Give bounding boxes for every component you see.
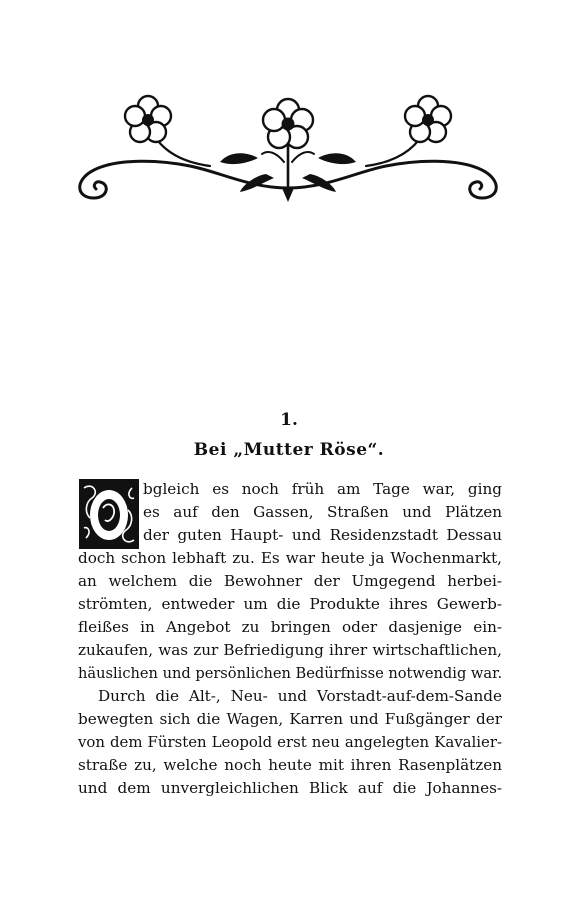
chapter-number: 1. xyxy=(280,410,298,430)
text-line: der guten Haupt- und Residenzstadt Dessau xyxy=(143,526,502,544)
text-line: bgleich es noch früh am Tage war, ging xyxy=(143,480,502,498)
text-line: strömten, entweder um die Produkte ihres Gewerb- xyxy=(78,595,502,613)
text-line: von dem Fürsten Leopold erst neu angelegten Kavalier- xyxy=(78,733,502,751)
text-line: straße zu, welche noch heute mit ihren Rasenplätzen xyxy=(78,756,502,774)
text-line: bewegten sich die Wagen, Karren und Fußgänger der xyxy=(78,710,502,728)
floral-vignette-icon xyxy=(70,92,506,204)
text-line: doch schon lebhaft zu. Es war heute ja Wochenmarkt, xyxy=(78,549,502,567)
text-line: zukaufen, was zur Befriedigung ihrer wirtschaftlichen, xyxy=(78,641,502,659)
text-line: fleißes in Angebot zu bringen oder dasjenige ein- xyxy=(78,618,502,636)
text-line: häuslichen und persönlichen Bedürfnisse notwendig war. xyxy=(78,665,503,682)
ornate-initial-icon xyxy=(78,478,140,550)
text-line: und dem unvergleichlichen Blick auf die Johannes- xyxy=(78,779,502,797)
text-line: es auf den Gassen, Straßen und Plätzen xyxy=(143,503,502,521)
chapter-title: Bei „Mutter Röse“. xyxy=(193,440,385,460)
text-line: Durch die Alt-, Neu- und Vorstadt-auf-dem-Sande xyxy=(98,687,502,705)
text-line: an welchem die Bewohner der Umgegend herbei- xyxy=(78,572,502,590)
